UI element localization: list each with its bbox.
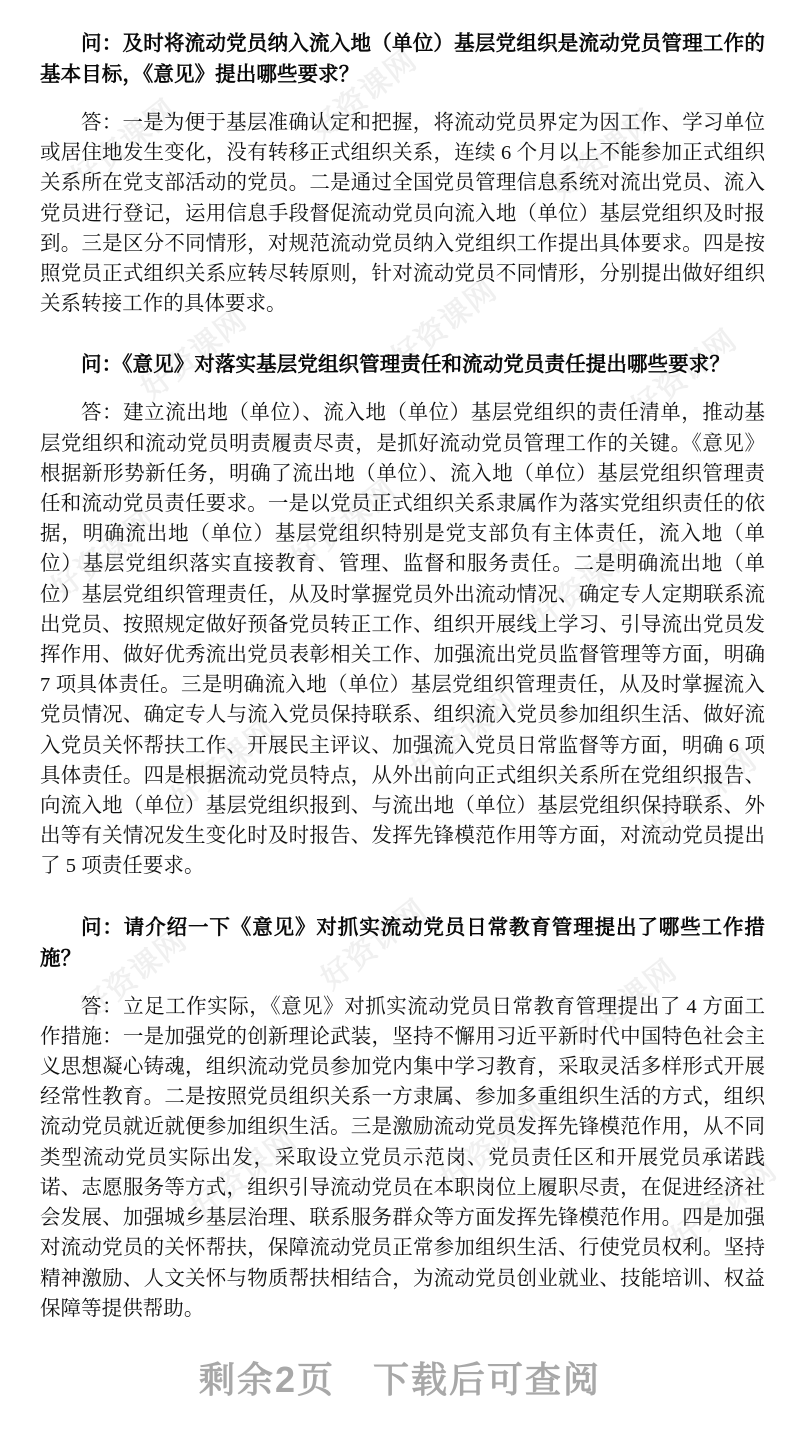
question-heading-3: 问：请介绍一下《意见》对抓实流动党员日常教育管理提出了哪些工作措施？: [40, 915, 765, 970]
watermark-text: 好资课网: [565, 953, 684, 1056]
answer-paragraph-3: 答：立足工作实际，《意见》对抓实流动党员日常教育管理提出了 4 方面工作措施：一是加强党的创新理论武装，坚持不懈用习近平新时代中国特色社会主义思想凝心铸魂，组织流动党员参加党内集中学习教育，采取灵活多样形式开展经常性教育。二是按照党员组织关系一方隶属、参加多重组织生活的方式，组织流动党员就近就便参加组织生活。三是激励流动党员发挥先锋模范作用，从不同类型流动党员实际出发，采取设立党员示范岗、党员责任区和开展党员承诺践诺、志愿服务等方式，组织引导流动党员在本职岗位上履职尽责，在促进经济社会发展、加强城乡基层治理、联系服务群众等方面发挥先锋模范作用。四是加强对流动党员的关怀帮扶，保障流动党员正常参加组织生活、行使党员权利。坚持精神激励、人文关怀与物质帮扶相结合，为流动党员创业就业、技能培训、权益保障等提供帮助。: [40, 995, 765, 1320]
question-heading-2: 问：《意见》对落实基层党组织管理责任和流动党员责任提出哪些要求？: [81, 353, 730, 377]
answer-paragraph-2: 答：建立流出地（单位）、流入地（单位）基层党组织的责任清单，推动基层党组织和流动党员明责履责尽责，是抓好流动党员管理工作的关键。《意见》根据新形势新任务，明确了流出地（单位）、流入地（单位）基层党组织管理责任和流动党员责任要求。一是以党员正式组织关系隶属作为落实党组织责任的依据，明确流出地（单位）基层党组织特别是党支部负有主体责任，流入地（单位）基层党组织落实直接教育、管理、监督和服务责任。二是明确流出地（单位）基层党组织管理责任，从及时掌握党员外出流动情况、确定专人定期联系流出党员、按照规定做好预备党员转正工作、组织开展线上学习、引导流出党员发挥作用、做好优秀流出党员表彰相关工作、加强流出党员监督管理等方面，明确 7 项具体责任。三是明确流入地（单位）基层党组织管理责任，从及时掌握流入党员情况、确定专人与流入党员保持联系、组织流入党员参加组织生活、做好流入党员关怀帮扶工作、开展民主评议、加强流入党员日常监督等方面，明确 6 项具体责任。四是根据流动党员特点，从外出前向正式组织关系所在党组织报告、向流入地（单位）基层党组织报到、与流出地（单位）基层党组织保持联系、外出等有关情况发生变化时及时报告、发挥先锋模范作用等方面，对流动党员提出了 5 项责任要求。: [40, 402, 765, 878]
watermark-text: 好资课网: [185, 1123, 304, 1226]
question-heading-1: 问：及时将流动党员纳入流入地（单位）基层党组织是流动党员管理工作的基本目标，《意见》提出哪些要求？: [40, 32, 765, 86]
spacer: [40, 319, 765, 349]
spacer: [40, 882, 765, 912]
watermark-text: 好资课网: [385, 273, 504, 376]
watermark-text: 好资课网: [305, 43, 424, 146]
spacer: [40, 380, 765, 398]
watermark-text: 好资课网: [45, 503, 164, 606]
watermark-text: 好资课网: [525, 533, 644, 636]
watermark-text: 好资课网: [315, 893, 434, 996]
watermark-text: 好资课网: [625, 323, 744, 426]
watermark-text: 好资课网: [75, 923, 194, 1026]
watermark-text: 好资课网: [545, 103, 664, 206]
watermark-text: 好资课网: [285, 473, 404, 576]
watermark-text: 好资课网: [135, 303, 254, 406]
watermark-text: 好资课网: [435, 1093, 554, 1196]
spacer: [40, 974, 765, 992]
spacer: [40, 90, 765, 108]
watermark-text: 好资课网: [645, 743, 764, 846]
watermark-text: 好资课网: [665, 1153, 784, 1256]
watermark-text: 好资课网: [165, 713, 284, 816]
answer-paragraph-1: 答：一是为便于基层准确认定和把握，将流动党员界定为因工作、学习单位或居住地发生变化，没有转移正式组织关系，连续 6 个月以上不能参加正式组织关系所在党支部活动的党员。二是通过全国党员管理信息系统对流出党员、流入党员进行登记，运用信息手段督促流动党员向流入地（单位）基层党组织及时报到。三是区分不同情形，对规范流动党员纳入党组织工作提出具体要求。四是按照党员正式组织关系应转尽转原则，针对流动党员不同情形，分别提出做好组织关系转接工作的具体要求。: [40, 112, 765, 316]
watermark-text: 好资课网: [405, 683, 524, 786]
watermark-text: 好资课网: [65, 93, 184, 196]
remaining-pages-notice[interactable]: 剩余2页 下载后可查阅: [198, 1359, 602, 1400]
